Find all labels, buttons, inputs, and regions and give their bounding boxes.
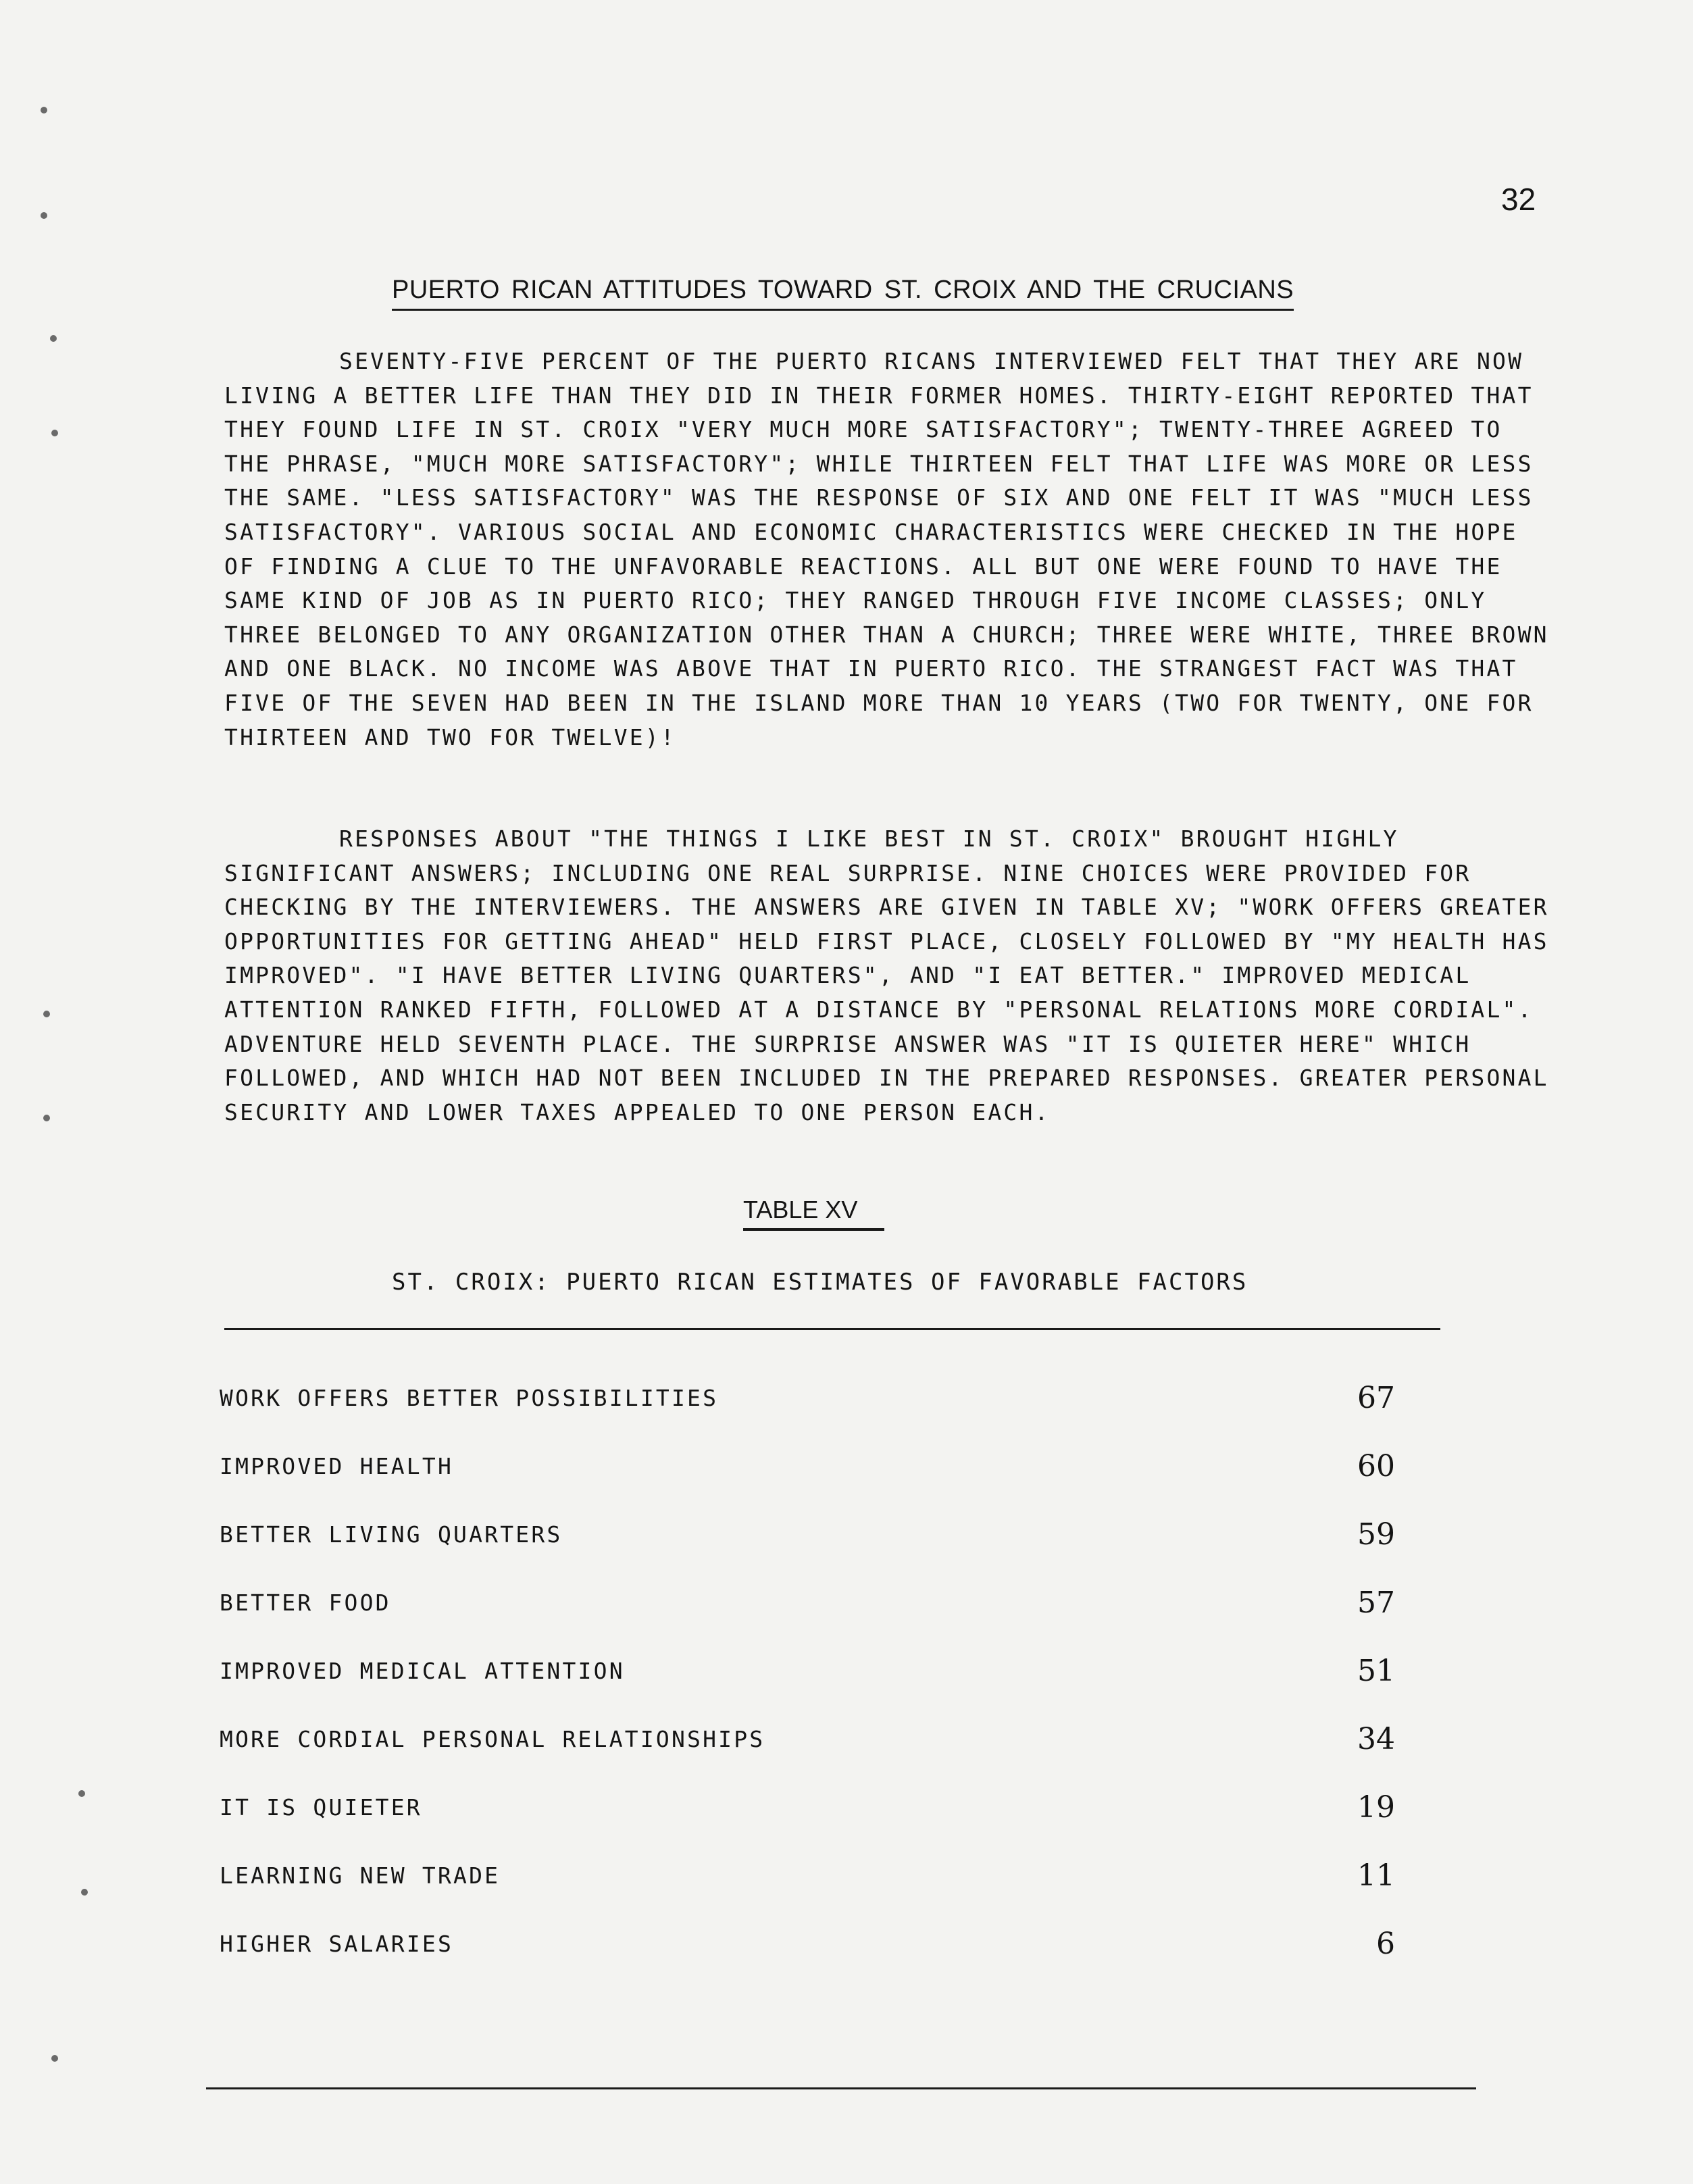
table-row	[220, 1585, 1395, 1658]
factor-label: LEARNING NEW TRADE	[220, 1862, 501, 1889]
table-bottom-rule	[206, 2087, 1476, 2089]
factor-count: 19	[1357, 1790, 1395, 1825]
factor-label: BETTER FOOD	[220, 1590, 391, 1616]
table-row	[220, 1790, 1395, 1862]
factor-label: WORK OFFERS BETTER POSSIBILITIES	[220, 1385, 719, 1411]
factor-label: HIGHER SALARIES	[220, 1931, 454, 1957]
page-number: 32	[1501, 182, 1536, 217]
table-row	[220, 1517, 1395, 1590]
table-row	[220, 1927, 1395, 1999]
table-row	[220, 1381, 1395, 1453]
binder-hole-mark	[50, 335, 57, 342]
binder-hole-mark	[78, 1790, 85, 1797]
factor-label: MORE CORDIAL PERSONAL RELATIONSHIPS	[220, 1726, 765, 1752]
factor-label: IMPROVED HEALTH	[220, 1453, 454, 1479]
factor-count: 11	[1357, 1858, 1395, 1893]
body-paragraph: RESPONSES ABOUT "THE THINGS I LIKE BEST IN ST. CROIX" BROUGHT HIGHLY SIGNIFICANT ANSWERS; INCLUDING ONE REAL SURPRISE. NINE CHOICES WERE PROVIDED FOR CHECKING BY THE INTERVIEWERS. THE ANSWERS ARE GIVEN IN TABLE XV; "WORK OFFERS GREATER OPPORTUNITIES FOR GETTING AHEAD" HELD FIRST PLACE, CLOSELY FOLLOWED BY "MY HEALTH HAS IMPROVED". "I HAVE BETTER LIVING QUARTERS", AND "I EAT BETTER." IMPROVED MEDICAL ATTENTION RANKED FIFTH, FOLLOWED AT A DISTANCE BY "PERSONAL RELATIONS MORE CORDIAL". ADVENTURE HELD SEVENTH PLACE. THE SURPRISE ANSWER WAS "IT IS QUIETER HERE" WHICH FOLLOWED, AND WHICH HAD NOT BEEN INCLUDED IN THE PREPARED RESPONSES. GREATER PERSONAL SECURITY AND LOWER TAXES APPEALED TO ONE PERSON EACH.	[224, 826, 1549, 1125]
table-top-rule	[224, 1328, 1440, 1330]
favorable-factors-table	[220, 1381, 1395, 1999]
table-row	[220, 1722, 1395, 1794]
binder-hole-mark	[51, 2055, 58, 2062]
binder-hole-mark	[51, 430, 58, 436]
table-row	[220, 1654, 1395, 1726]
table-row	[220, 1449, 1395, 1521]
factor-count: 60	[1357, 1449, 1395, 1483]
binder-hole-mark	[81, 1889, 88, 1896]
binder-hole-mark	[41, 107, 47, 113]
binder-hole-mark	[43, 1011, 50, 1017]
body-paragraph: SEVENTY-FIVE PERCENT OF THE PUERTO RICANS INTERVIEWED FELT THAT THEY ARE NOW LIVING A BETTER LIFE THAN THEY DID IN THEIR FORMER HOMES. THIRTY-EIGHT REPORTED THAT THEY FOUND LIFE IN ST. CROIX "VERY MUCH MORE SATISFACTORY"; TWENTY-THREE AGREED TO THE PHRASE, "MUCH MORE SATISFACTORY"; WHILE THIRTEEN FELT THAT LIFE WAS MORE OR LESS THE SAME. "LESS SATISFACTORY" WAS THE RESPONSE OF SIX AND ONE FELT IT WAS "MUCH LESS SATISFACTORY". VARIOUS SOCIAL AND ECONOMIC CHARACTERISTICS WERE CHECKED IN THE HOPE OF FINDING A CLUE TO THE UNFAVORABLE REACTIONS. ALL BUT ONE WERE FOUND TO HAVE THE SAME KIND OF JOB AS IN PUERTO RICO; THEY RANGED THROUGH FIVE INCOME CLASSES; ONLY THREE BELONGED TO ANY ORGANIZATION OTHER THAN A CHURCH; THREE WERE WHITE, THREE BROWN AND ONE BLACK. NO INCOME WAS ABOVE THAT IN PUERTO RICO. THE STRANGEST FACT WAS THAT FIVE OF THE SEVEN HAD BEEN IN THE ISLAND MORE THAN 10 YEARS (TWO FOR TWENTY, ONE FOR THIRTEEN AND TWO FOR TWELVE)!	[224, 348, 1549, 751]
binder-hole-mark	[43, 1115, 50, 1121]
factor-count: 6	[1376, 1927, 1395, 1961]
table-subtitle: ST. CROIX: PUERTO RICAN ESTIMATES OF FAVORABLE FACTORS	[392, 1269, 1248, 1296]
factor-count: 57	[1357, 1585, 1395, 1620]
factor-count: 34	[1357, 1722, 1395, 1756]
table-title: TABLE XV	[743, 1196, 884, 1231]
section-title: PUERTO RICAN ATTITUDES TOWARD ST. CROIX AND THE CRUCIANS	[392, 276, 1294, 311]
table-row	[220, 1858, 1395, 1931]
factor-count: 51	[1357, 1654, 1395, 1688]
factor-count: 59	[1357, 1517, 1395, 1552]
factor-count: 67	[1357, 1381, 1395, 1415]
factor-label: IT IS QUIETER	[220, 1794, 422, 1821]
factor-label: IMPROVED MEDICAL ATTENTION	[220, 1658, 625, 1684]
factor-label: BETTER LIVING QUARTERS	[220, 1521, 563, 1548]
binder-hole-mark	[41, 212, 47, 219]
